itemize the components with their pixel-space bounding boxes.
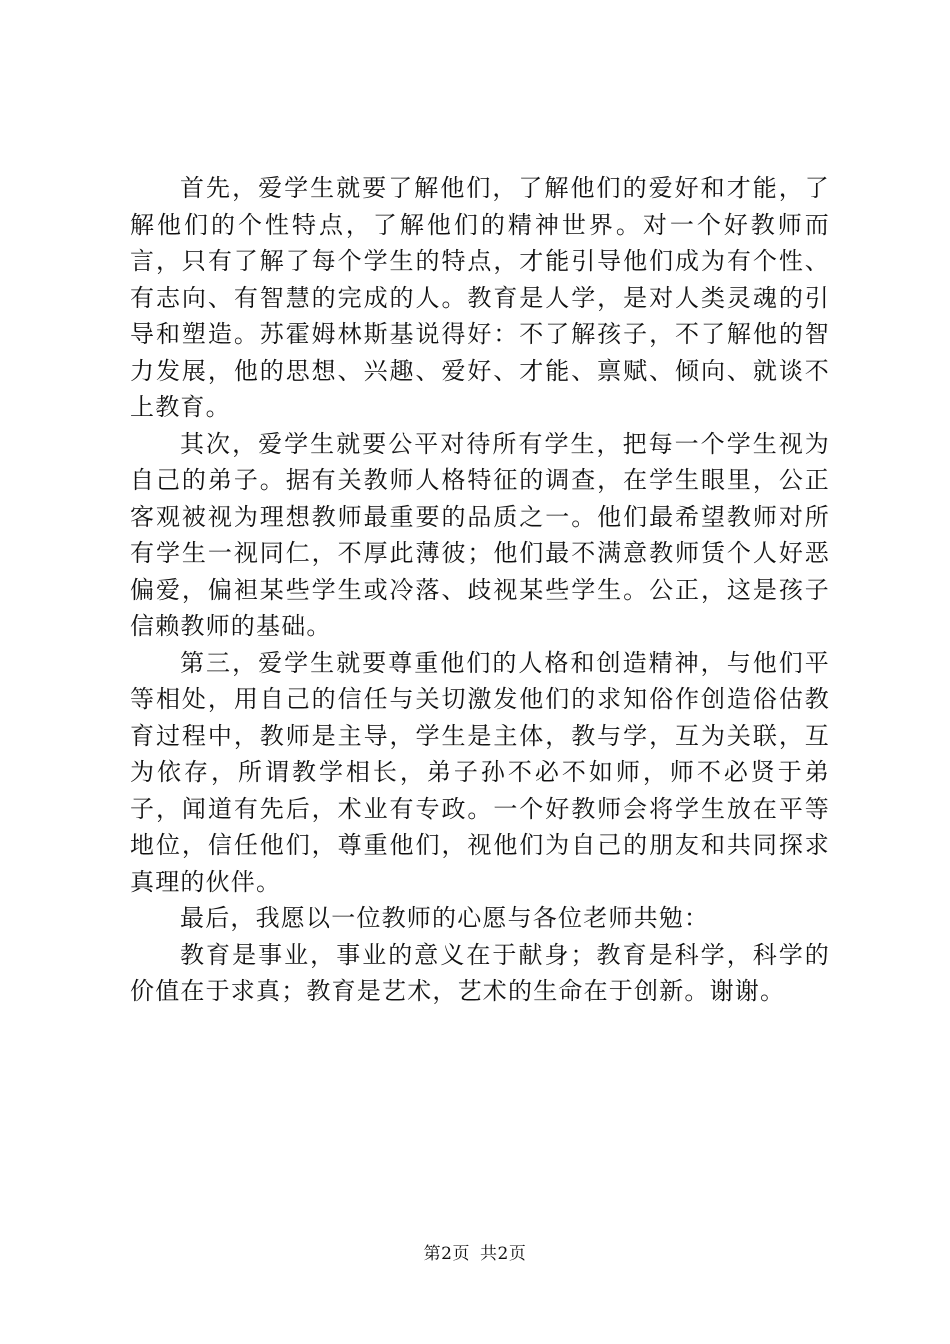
paragraph-closing-intro: 最后，我愿以一位教师的心愿与各位老师共勉： <box>180 904 710 932</box>
paragraph-third: 第三，爱学生就要尊重他们的人格和创造精神，与他们平等相处，用自己的信任与关切激发他们的求知俗作创造俗估教育过程中，教师是主导，学生是主体，教与学，互为关联，互为依存，所谓教学相长，弟子孙不必不如师，师不必贤于弟子，闻道有先后，术业有专政。一个好教师会将学生放在平等地位，信任他们，尊重他们，视他们为自己的朋友和共同探求真理的伙伴。 <box>130 648 830 896</box>
paragraph-second: 其次，爱学生就要公平对待所有学生，把每一个学生视为自己的弟子。据有关教师人格特征的调查，在学生眼里，公正客观被视为理想教师最重要的品质之一。他们最希望教师对所有学生一视同仁，不厚此薄彼；他们最不满意教师赁个人好恶偏爱，偏袒某些学生或冷落、歧视某些学生。公正，这是孩子信赖教师的基础。 <box>130 429 830 640</box>
document-body <box>130 170 830 1010</box>
page-number: 第2页 <box>423 1244 470 1264</box>
page-footer <box>0 1243 950 1265</box>
paragraph-first: 首先，爱学生就要了解他们，了解他们的爱好和才能，了解他们的个性特点，了解他们的精神世界。对一个好教师而言，只有了解了每个学生的特点，才能引导他们成为有个性、有志向、有智慧的完成的人。教育是人学，是对人类灵魂的引导和塑造。苏霍姆林斯基说得好：不了解孩子，不了解他的智力发展，他的思想、兴趣、爱好、才能、禀赋、倾向、就谈不上教育。 <box>130 174 830 421</box>
paragraph-closing-quote: 教育是事业，事业的意义在于献身；教育是科学，科学的价值在于求真；教育是艺术，艺术的生命在于创新。谢谢。 <box>130 940 830 1005</box>
page-total: 共2页 <box>480 1244 527 1264</box>
